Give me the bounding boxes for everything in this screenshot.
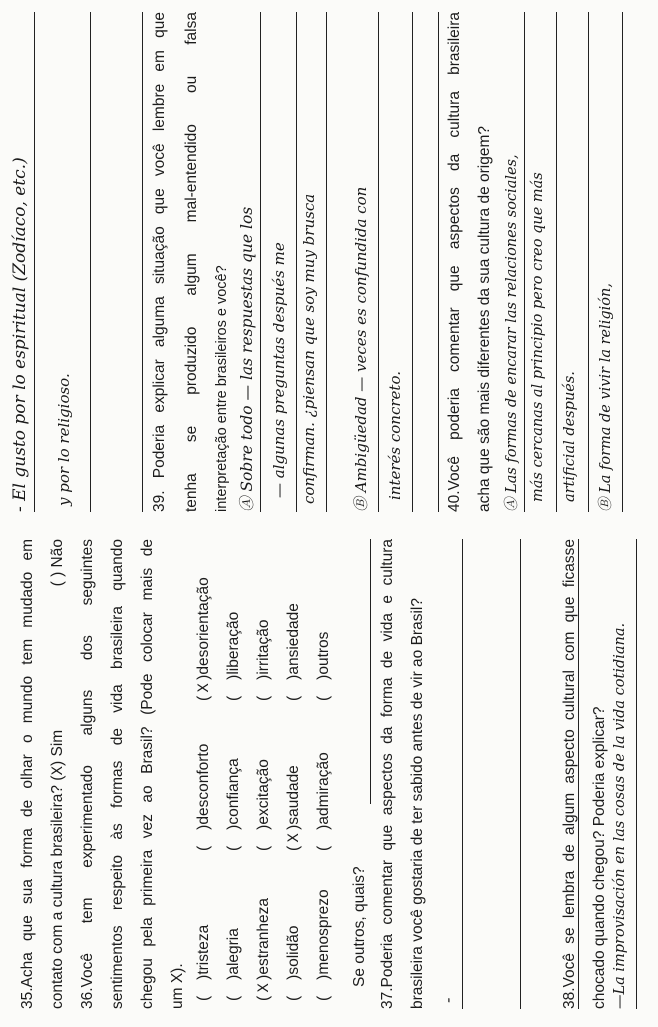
q36-option-bracket: (: [315, 995, 332, 1001]
q36-option-bracket: (: [315, 695, 332, 701]
q36-option-label: )desconforto: [195, 743, 212, 830]
q36-others-line[interactable]: [370, 539, 371, 804]
q39-line-2[interactable]: [296, 12, 297, 512]
q36-option[interactable]: [225, 758, 243, 851]
q36-option[interactable]: [195, 577, 213, 701]
q36-option-label: )solidão: [285, 925, 302, 980]
q35-text-line1: 35.Acha que sua forma de olhar o mundo tem mudado em: [19, 539, 36, 1009]
q36-text-line2: sentimentos respeito às formas de vida brasileira quando: [109, 539, 126, 1009]
q36-text-line4: um X).: [169, 963, 186, 1009]
q39-line-6[interactable]: [438, 12, 439, 512]
q37-text-line2: brasileira você gostaria de ter sabido antes de vir ao Brasil?: [409, 598, 426, 1009]
q36-option-bracket: (: [285, 695, 302, 701]
q36-option-label: )outros: [315, 631, 332, 680]
q38-answer: —La improvisación en las cosas de la vida cotidiana.: [612, 622, 628, 1009]
q36-option[interactable]: [195, 744, 213, 851]
q39-answer-3: confirman. ¿piensan que soy muy brusca: [300, 193, 318, 504]
q36-option-bracket: (: [255, 695, 272, 701]
left-column: [0, 539, 658, 1009]
q36-option-label: )estranheza: [255, 897, 272, 980]
q36-option-label: )admiração: [315, 752, 332, 830]
q36-option-mark[interactable]: X: [256, 983, 272, 993]
q36-option[interactable]: [315, 752, 333, 851]
q39-answer-5: interés concreto.: [386, 371, 404, 500]
q39-answer-1: Ⓐ Sobre todo — las respuestas que los: [238, 206, 256, 512]
q36-option-bracket: (: [315, 845, 332, 851]
q36-option-bracket: (: [195, 845, 212, 851]
q37-answer-line-2[interactable]: [520, 539, 521, 1009]
q40-answer-1: Ⓐ Las formas de encarar las relaciones sociales,: [504, 154, 520, 512]
q36-option[interactable]: [195, 925, 213, 1001]
q36-option[interactable]: [315, 889, 333, 1001]
q36-option-label: )menosprezo: [315, 889, 332, 980]
q36-text-line3: chegou pela primeira vez ao Brasil? (Pode colocar mais de: [139, 539, 156, 1009]
q37-text-line1: 37.Poderia comentar que aspectos da forma de vida e cultura: [379, 539, 396, 1009]
q40-line-1[interactable]: [524, 12, 525, 512]
q39-line-3[interactable]: [326, 12, 327, 512]
q36-option-bracket: (: [285, 845, 302, 851]
q36-option-label: )confiança: [225, 758, 242, 830]
q39-text-line3: interpretação entre brasileiros e você?: [214, 265, 230, 512]
q36-options-grid: [195, 561, 345, 1001]
q36-option[interactable]: [285, 765, 303, 851]
q39-line-5[interactable]: [412, 12, 413, 512]
q39-line-4[interactable]: [378, 12, 379, 512]
right-top-answer-2: y por lo religioso.: [55, 373, 73, 506]
q36-option[interactable]: [225, 928, 243, 1001]
q36-option-label: )saudade: [285, 765, 302, 830]
q36-option-bracket: (: [195, 695, 212, 701]
q36-option-label: )ansiedade: [285, 603, 302, 680]
q39-text-line1: 39. Poderia explicar alguma situação que você lembre em que: [151, 12, 168, 512]
q36-option-label: )irritação: [255, 619, 272, 680]
q36-others-label: Se outros, quais?: [351, 866, 368, 987]
q35-nao-option[interactable]: ( ) Não: [49, 539, 66, 587]
q35-prompt: contato com a cultura brasileira? (: [49, 775, 66, 1009]
q36-text-line1: 36.Você tem experimentado alguns dos seguintes: [79, 539, 96, 1009]
q36-option-bracket: (: [285, 995, 302, 1001]
q36-option[interactable]: [315, 632, 333, 701]
right-top-line-1[interactable]: [34, 12, 35, 512]
q36-option-bracket: (: [255, 845, 272, 851]
q36-option[interactable]: [285, 603, 303, 701]
q36-option[interactable]: [285, 926, 303, 1001]
q40-text-line2: acha que são mais diferentes da sua cultura de origem?: [476, 125, 493, 512]
q36-option-bracket: (: [255, 995, 272, 1001]
q36-option-label: )liberação: [225, 611, 242, 680]
q35-sim-mark[interactable]: X: [50, 765, 66, 776]
q37-answer: -: [438, 997, 457, 1003]
q39-line-1[interactable]: [260, 12, 261, 512]
q36-option[interactable]: [255, 898, 273, 1001]
q36-option-label: )alegria: [225, 928, 242, 980]
q39-text-line2: tenha se produzido algum mal-entendido ou falsa: [183, 12, 200, 512]
q36-option[interactable]: [255, 759, 273, 851]
q40-line-4[interactable]: [622, 12, 623, 512]
q36-option-label: )desorientação: [195, 577, 212, 680]
q37-answer-line-1[interactable]: [462, 539, 463, 1009]
q35-sim-label: ) Sim: [49, 729, 66, 766]
q40-text-line1: 40.Você poderia comentar que aspectos da cultura brasileira: [446, 12, 463, 512]
q40-answer-4: Ⓑ La forma de vivir la religión,: [598, 283, 614, 512]
right-top-answer-1: - El gusto por lo espiritual (Zodíaco, etc.): [10, 157, 30, 512]
q36-option-bracket: (: [225, 695, 242, 701]
q40-line-2[interactable]: [556, 12, 557, 512]
q38-text-line1: 38.Você se lembra de algum aspecto cultural com que ficasse: [561, 539, 578, 1009]
q36-option-mark[interactable]: X: [196, 683, 212, 693]
q36-option[interactable]: [255, 620, 273, 701]
right-top-line-2[interactable]: [90, 12, 91, 512]
q36-option-bracket: (: [195, 995, 212, 1001]
right-top-line-3[interactable]: [142, 12, 143, 512]
q36-option-label: )tristeza: [195, 924, 212, 980]
q38-answer-line[interactable]: [636, 539, 637, 1009]
q36-option[interactable]: [225, 612, 243, 701]
q36-option-bracket: (: [225, 845, 242, 851]
right-column: [0, 12, 658, 512]
q38-text-line2: chocado quando chegou? Poderia explicar?: [591, 706, 608, 1009]
q39-answer-4: Ⓑ Ambigüedad — veces es confundida con: [352, 186, 370, 512]
q36-option-bracket: (: [225, 995, 242, 1001]
q39-answer-2: — algunas preguntas después me: [270, 242, 288, 498]
q36-option-mark[interactable]: X: [286, 833, 302, 843]
q40-answer-2: más cercanas al principio pero creo que más: [530, 172, 546, 502]
q35-text-line2: [48, 539, 68, 1009]
q36-option-label: )excitação: [255, 759, 272, 830]
q40-line-3[interactable]: [588, 12, 589, 512]
q40-answer-3: artificial después.: [562, 371, 578, 502]
